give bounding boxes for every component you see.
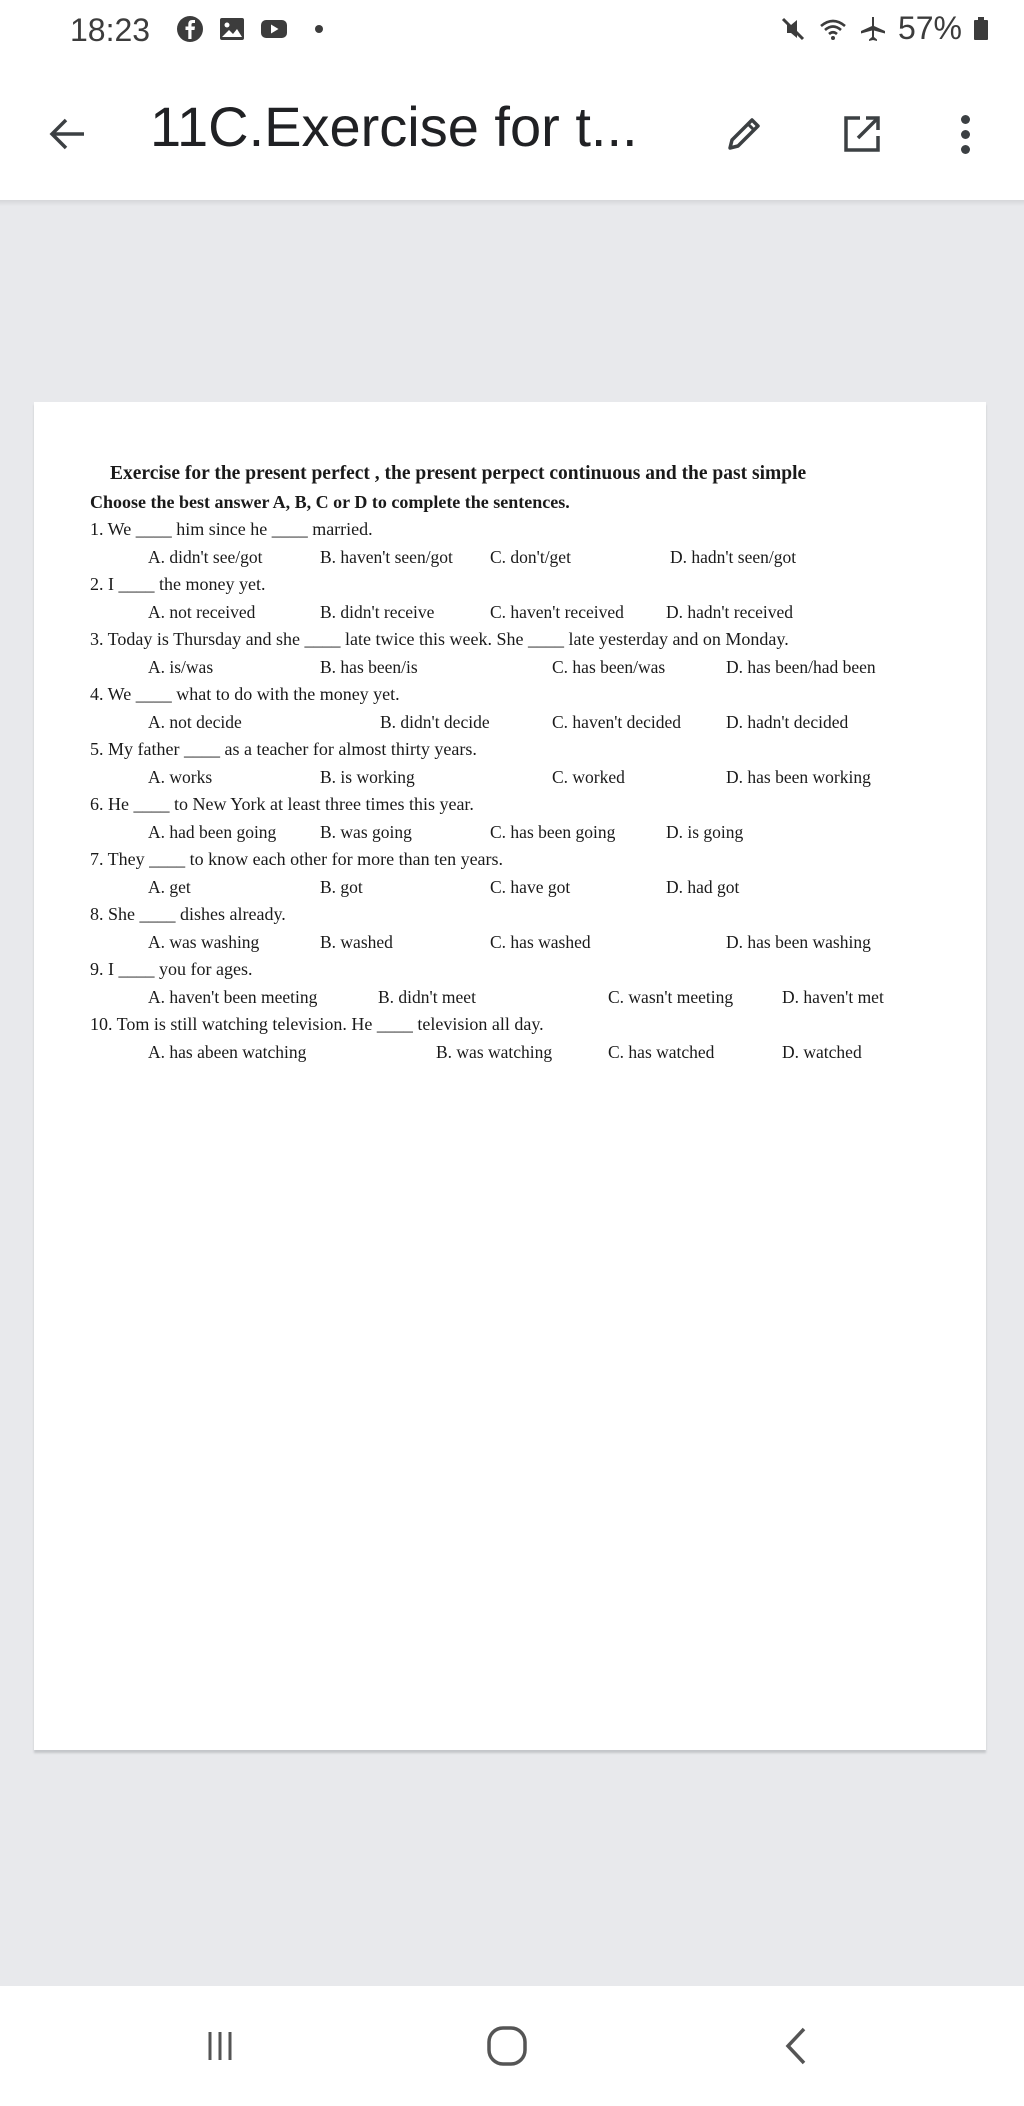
answer-option: B. didn't decide	[380, 711, 490, 732]
answer-option: C. has been going	[490, 821, 616, 842]
more-vert-icon-dot	[961, 145, 970, 154]
status-more-dot	[315, 25, 323, 33]
airplane-icon	[858, 14, 888, 44]
home-icon	[484, 2023, 530, 2069]
app-bar-shadow	[0, 200, 1024, 206]
question-text: 9. I ____ you for ages.	[90, 959, 253, 979]
answer-options-row	[90, 654, 950, 682]
answer-option: D. has been/had been	[726, 656, 876, 677]
answer-option: D. has been washing	[726, 931, 871, 952]
youtube-icon	[259, 14, 289, 44]
answer-option: B. didn't meet	[378, 986, 476, 1007]
status-system-icons	[778, 10, 990, 47]
answer-option: A. not decide	[148, 711, 242, 732]
question-list	[90, 516, 950, 1066]
status-time: 18:23	[70, 12, 151, 48]
back-button[interactable]	[40, 106, 96, 162]
more-options-button[interactable]	[945, 102, 985, 166]
answer-option: A. not received	[148, 601, 256, 622]
app-bar	[0, 64, 1024, 200]
system-back-button[interactable]	[756, 2014, 836, 2078]
answer-option: C. worked	[552, 766, 625, 787]
mute-icon	[778, 14, 808, 44]
answer-options-row	[90, 929, 950, 957]
edit-button[interactable]	[712, 102, 776, 166]
answer-option: C. have got	[490, 876, 571, 897]
home-button[interactable]	[467, 2014, 547, 2078]
question-text: 6. He ____ to New York at least three times this year.	[90, 794, 474, 814]
document-page[interactable]	[34, 402, 986, 1750]
answer-option: B. didn't receive	[320, 601, 435, 622]
pencil-icon	[720, 110, 768, 158]
answer-option: C. has washed	[490, 931, 591, 952]
question-text: 3. Today is Thursday and she ____ late twice this week. She ____ late yesterday and on Monday.	[90, 629, 789, 649]
answer-option: C. haven't decided	[552, 711, 682, 732]
answer-option: A. get	[148, 876, 191, 897]
answer-option: A. is/was	[148, 656, 214, 677]
answer-options-row	[90, 984, 950, 1012]
question-text: 1. We ____ him since he ____ married.	[90, 519, 373, 539]
battery-icon	[972, 14, 990, 44]
answer-option: D. hadn't decided	[726, 711, 849, 732]
exercise-heading: Exercise for the present perfect , the present perpect continuous and the past simple	[110, 463, 807, 484]
answer-option: D. hadn't received	[666, 601, 794, 622]
question-text: 7. They ____ to know each other for more than ten years.	[90, 849, 504, 869]
more-vert-icon-dot	[961, 130, 970, 139]
answer-options-row	[90, 544, 950, 572]
document-title: 11C.Exercise for t...	[150, 95, 638, 158]
answer-option: A. didn't see/got	[148, 546, 263, 567]
recents-button[interactable]	[180, 2014, 260, 2078]
status-bar	[0, 0, 1024, 64]
answer-options-row	[90, 599, 950, 627]
answer-option: D. has been working	[726, 766, 871, 787]
facebook-icon	[175, 14, 205, 44]
back-arrow-icon	[46, 112, 90, 156]
answer-option: B. washed	[320, 931, 393, 952]
answer-option: A. haven't been meeting	[148, 986, 318, 1007]
answer-option: B. got	[320, 876, 363, 897]
answer-option: B. was watching	[436, 1041, 553, 1062]
system-nav-bar	[0, 1986, 1024, 2106]
answer-options-row	[90, 1039, 950, 1067]
wifi-icon	[818, 14, 848, 44]
answer-option: A. works	[148, 766, 213, 787]
answer-option: D. is going	[666, 821, 744, 842]
answer-option: D. had got	[666, 876, 740, 897]
answer-option: C. has watched	[608, 1041, 715, 1062]
answer-options-row	[90, 874, 950, 902]
more-vert-icon	[961, 115, 970, 124]
question-text: 8. She ____ dishes already.	[90, 904, 286, 924]
answer-option: A. had been going	[148, 821, 277, 842]
answer-options-row	[90, 764, 950, 792]
answer-option: B. haven't seen/got	[320, 546, 453, 567]
answer-option: B. was going	[320, 821, 412, 842]
answer-option: C. haven't received	[490, 601, 624, 622]
answer-option: D. watched	[782, 1041, 862, 1062]
answer-option: A. has abeen watching	[148, 1041, 307, 1062]
back-icon	[776, 2023, 816, 2069]
status-notification-icons	[175, 14, 323, 44]
question-text: 10. Tom is still watching television. He ____ television all day.	[90, 1014, 544, 1034]
open-external-icon	[838, 110, 886, 158]
answer-option: C. has been/was	[552, 656, 666, 677]
question-text: 4. We ____ what to do with the money yet.	[90, 684, 400, 704]
question-text: 5. My father ____ as a teacher for almost thirty years.	[90, 739, 477, 759]
exercise-instruction: Choose the best answer A, B, C or D to complete the sentences.	[90, 492, 570, 512]
question-text: 2. I ____ the money yet.	[90, 574, 266, 594]
answer-option: D. hadn't seen/got	[670, 546, 797, 567]
answer-option: B. is working	[320, 766, 415, 787]
battery-percentage: 57%	[897, 10, 962, 46]
answer-option: D. haven't met	[782, 986, 884, 1007]
recents-icon	[200, 2026, 240, 2066]
answer-options-row	[90, 709, 950, 737]
document-content	[90, 462, 950, 1066]
answer-option: C. don't/get	[490, 546, 571, 567]
gallery-icon	[217, 14, 247, 44]
answer-options-row	[90, 819, 950, 847]
answer-option: C. wasn't meeting	[608, 986, 734, 1007]
answer-option: B. has been/is	[320, 656, 418, 677]
open-in-app-button[interactable]	[830, 102, 894, 166]
answer-option: A. was washing	[148, 931, 260, 952]
